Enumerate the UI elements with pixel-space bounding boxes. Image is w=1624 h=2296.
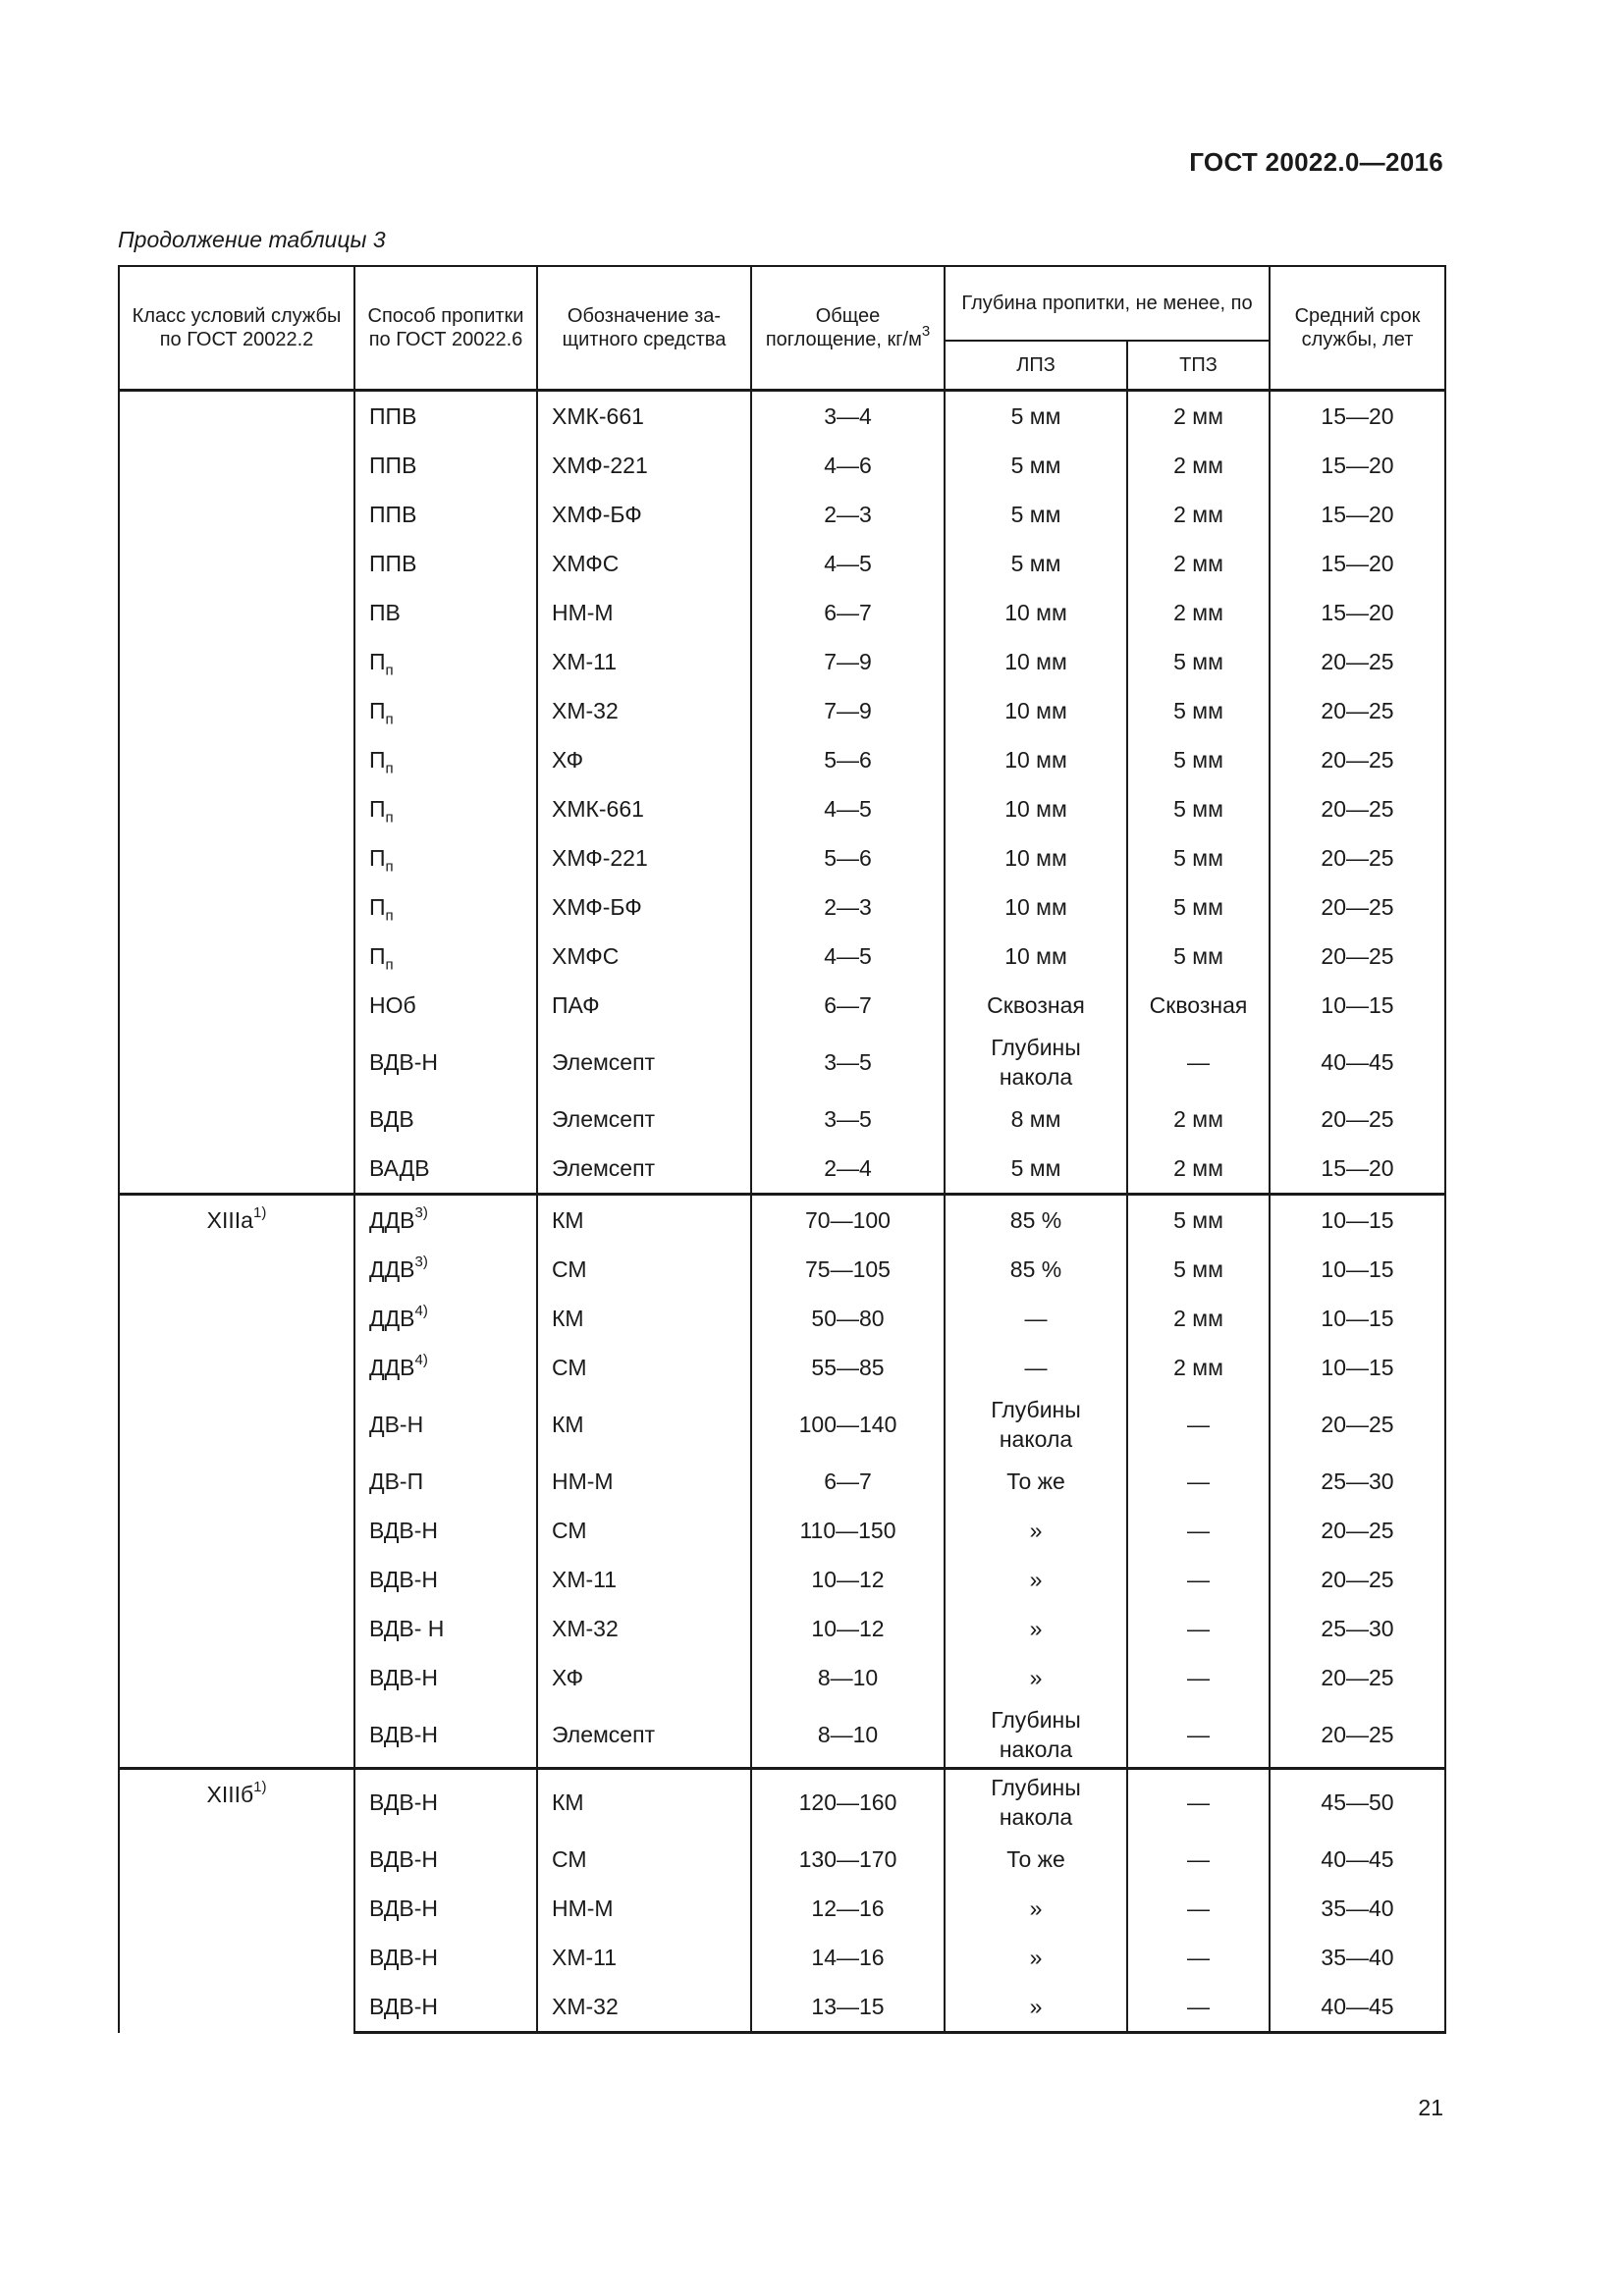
lpz-cell: То же [945,1457,1127,1506]
method-label: ВДВ-Н [369,1994,439,2019]
lpz-cell: 10 мм [945,588,1127,637]
method-cell [354,1144,537,1195]
tpz-cell: Сквозная [1127,981,1270,1030]
method-label: ВДВ-Н [369,1789,439,1815]
tpz-cell: — [1127,1933,1270,1982]
tpz-cell: 2 мм [1127,539,1270,588]
agent-cell: ХМФ-221 [537,833,751,882]
lpz-cell: Глубины накола [945,1392,1127,1457]
tpz-cell: — [1127,1835,1270,1884]
method-label: ДДВ [369,1256,415,1282]
agent-cell: ХМК-661 [537,391,751,442]
life-cell: 10—15 [1270,1195,1445,1246]
method-cell [354,833,537,882]
header-absorption [751,266,945,391]
method-label: ДВ-П [369,1468,424,1494]
absorption-cell: 6—7 [751,981,945,1030]
life-cell: 15—20 [1270,539,1445,588]
life-cell: 15—20 [1270,1144,1445,1195]
agent-cell: ХМ-32 [537,1982,751,2033]
tpz-cell: 2 мм [1127,1294,1270,1343]
method-cell [354,1769,537,1836]
agent-cell: ХМ-11 [537,1933,751,1982]
method-cell [354,1702,537,1769]
lpz-cell: » [945,1982,1127,2033]
method-cell [354,1933,537,1982]
method-label: ВДВ-Н [369,1049,439,1075]
lpz-cell: 10 мм [945,833,1127,882]
absorption-cell: 100—140 [751,1392,945,1457]
agent-cell: ХМ-32 [537,686,751,735]
header-life: Средний срок службы, лет [1270,266,1445,391]
agent-cell: КМ [537,1392,751,1457]
lpz-cell: » [945,1506,1127,1555]
method-label: П [369,796,386,822]
method-cell [354,1343,537,1392]
table-row [119,1769,1445,1836]
method-label: ВДВ-Н [369,1567,439,1592]
method-cell [354,391,537,442]
lpz-cell: Глубины накола [945,1702,1127,1769]
agent-cell: Элемсепт [537,1095,751,1144]
method-label: ВДВ-Н [369,1665,439,1690]
agent-cell: ХМФ-221 [537,441,751,490]
agent-cell: НМ-М [537,588,751,637]
tpz-cell: 5 мм [1127,784,1270,833]
absorption-cell: 70—100 [751,1195,945,1246]
method-cell [354,441,537,490]
absorption-cell: 3—5 [751,1030,945,1095]
agent-cell: СМ [537,1835,751,1884]
method-cell [354,932,537,981]
impregnation-table [118,265,1446,2034]
header-class: Класс условий службы по ГОСТ 20022.2 [119,266,354,391]
method-label: ДДВ [369,1207,415,1233]
tpz-cell: — [1127,1604,1270,1653]
agent-cell: ПАФ [537,981,751,1030]
method-label: ПВ [369,600,401,625]
agent-cell: СМ [537,1506,751,1555]
life-cell: 10—15 [1270,981,1445,1030]
class-label: XIIIб [206,1782,254,1807]
absorption-cell: 4—6 [751,441,945,490]
life-cell: 20—25 [1270,882,1445,932]
method-cell [354,1604,537,1653]
method-label: ДВ-Н [369,1412,424,1437]
absorption-cell: 10—12 [751,1604,945,1653]
absorption-cell: 110—150 [751,1506,945,1555]
absorption-cell: 10—12 [751,1555,945,1604]
method-cell [354,1457,537,1506]
agent-cell: Элемсепт [537,1030,751,1095]
lpz-cell: » [945,1933,1127,1982]
tpz-cell: 5 мм [1127,1195,1270,1246]
method-cell [354,1884,537,1933]
tpz-cell: — [1127,1030,1270,1095]
tpz-cell: 5 мм [1127,686,1270,735]
tpz-cell: 5 мм [1127,1245,1270,1294]
absorption-cell: 130—170 [751,1835,945,1884]
method-label: ППВ [369,453,417,478]
life-cell: 40—45 [1270,1835,1445,1884]
agent-cell: ХМФС [537,932,751,981]
lpz-cell: 10 мм [945,686,1127,735]
header-absorption-text: Общее поглощение, кг/м [765,305,922,350]
method-cell [354,1195,537,1246]
lpz-cell: 10 мм [945,932,1127,981]
method-cell [354,1030,537,1095]
lpz-cell: 85 % [945,1195,1127,1246]
agent-cell: Элемсепт [537,1144,751,1195]
absorption-cell: 7—9 [751,637,945,686]
lpz-cell: 10 мм [945,735,1127,784]
header-depth: Глубина пропитки, не менее, по [945,266,1270,341]
life-cell: 20—25 [1270,686,1445,735]
absorption-cell: 8—10 [751,1702,945,1769]
method-footnote: 4) [414,1352,428,1369]
tpz-cell: — [1127,1982,1270,2033]
absorption-cell: 5—6 [751,833,945,882]
header-lpz: ЛПЗ [945,341,1127,391]
method-label: ППВ [369,502,417,527]
method-cell [354,1982,537,2033]
tpz-cell: — [1127,1653,1270,1702]
lpz-cell: » [945,1604,1127,1653]
method-cell [354,686,537,735]
method-label: П [369,943,386,969]
tpz-cell: — [1127,1555,1270,1604]
life-cell: 20—25 [1270,1653,1445,1702]
lpz-cell: » [945,1653,1127,1702]
method-cell [354,1555,537,1604]
life-cell: 20—25 [1270,1506,1445,1555]
life-cell: 20—25 [1270,1702,1445,1769]
tpz-cell: 2 мм [1127,1343,1270,1392]
agent-cell: ХМ-32 [537,1604,751,1653]
life-cell: 20—25 [1270,637,1445,686]
method-cell [354,1506,537,1555]
tpz-cell: 2 мм [1127,391,1270,442]
absorption-cell: 120—160 [751,1769,945,1836]
method-label: ВДВ- Н [369,1616,445,1641]
tpz-cell: 2 мм [1127,1095,1270,1144]
class-label: XIIIа [206,1207,253,1233]
absorption-cell: 55—85 [751,1343,945,1392]
method-footnote: 4) [414,1303,428,1320]
agent-cell: СМ [537,1245,751,1294]
table-body [119,391,1445,2033]
life-cell: 15—20 [1270,391,1445,442]
method-label: ППВ [369,551,417,576]
class-footnote: 1) [253,1779,267,1796]
lpz-cell: 10 мм [945,882,1127,932]
method-label: П [369,845,386,871]
life-cell: 20—25 [1270,932,1445,981]
lpz-cell: Глубины накола [945,1030,1127,1095]
lpz-cell: 10 мм [945,784,1127,833]
life-cell: 20—25 [1270,1095,1445,1144]
lpz-cell: — [945,1294,1127,1343]
method-cell [354,637,537,686]
lpz-cell: 5 мм [945,490,1127,539]
class-cell [119,1769,354,2033]
agent-cell: НМ-М [537,1884,751,1933]
agent-cell: ХМ-11 [537,1555,751,1604]
method-cell [354,1392,537,1457]
agent-cell: КМ [537,1294,751,1343]
tpz-cell: — [1127,1506,1270,1555]
method-label: ППВ [369,403,417,429]
lpz-cell: Глубины накола [945,1769,1127,1836]
absorption-cell: 4—5 [751,539,945,588]
method-cell [354,588,537,637]
class-cell [119,1195,354,1769]
tpz-cell: 5 мм [1127,637,1270,686]
lpz-cell: 5 мм [945,391,1127,442]
life-cell: 10—15 [1270,1343,1445,1392]
method-footnote: 3) [414,1204,428,1222]
life-cell: 20—25 [1270,784,1445,833]
table-header [119,266,1445,391]
table-row [119,391,1445,442]
lpz-cell: 10 мм [945,637,1127,686]
method-cell [354,1294,537,1343]
method-label: ВДВ-Н [369,1518,439,1543]
method-subscript: п [385,760,394,777]
lpz-cell: — [945,1343,1127,1392]
tpz-cell: — [1127,1457,1270,1506]
tpz-cell: 2 мм [1127,588,1270,637]
method-label: ВДВ-Н [369,1722,439,1747]
method-cell [354,1095,537,1144]
agent-cell: ХМК-661 [537,784,751,833]
agent-cell: ХМФС [537,539,751,588]
method-cell [354,490,537,539]
method-subscript: п [385,809,394,827]
lpz-cell: То же [945,1835,1127,1884]
absorption-cell: 75—105 [751,1245,945,1294]
agent-cell: СМ [537,1343,751,1392]
agent-cell: ХФ [537,1653,751,1702]
life-cell: 15—20 [1270,490,1445,539]
method-label: П [369,894,386,920]
agent-cell: ХМФ-БФ [537,882,751,932]
absorption-cell: 6—7 [751,588,945,637]
lpz-cell: 5 мм [945,441,1127,490]
document-code: ГОСТ 20022.0—2016 [1189,147,1443,177]
method-subscript: п [385,711,394,728]
lpz-cell: » [945,1555,1127,1604]
absorption-cell: 8—10 [751,1653,945,1702]
method-label: П [369,698,386,723]
method-label: ВДВ [369,1106,414,1132]
method-subscript: п [385,662,394,679]
header-tpz: ТПЗ [1127,341,1270,391]
tpz-cell: 5 мм [1127,735,1270,784]
tpz-cell: 5 мм [1127,833,1270,882]
agent-cell: ХМ-11 [537,637,751,686]
class-cell [119,391,354,1195]
method-cell [354,735,537,784]
page-number: 21 [1418,2095,1443,2120]
absorption-cell: 6—7 [751,1457,945,1506]
method-label: ДДВ [369,1306,415,1331]
absorption-cell: 50—80 [751,1294,945,1343]
method-subscript: п [385,907,394,925]
lpz-cell: » [945,1884,1127,1933]
header-absorption-sup: 3 [921,323,931,341]
agent-cell: КМ [537,1769,751,1836]
method-cell [354,539,537,588]
method-subscript: п [385,858,394,876]
life-cell: 25—30 [1270,1604,1445,1653]
tpz-cell: — [1127,1769,1270,1836]
life-cell: 10—15 [1270,1294,1445,1343]
life-cell: 40—45 [1270,1030,1445,1095]
life-cell: 35—40 [1270,1884,1445,1933]
method-cell [354,882,537,932]
absorption-cell: 2—3 [751,490,945,539]
method-subscript: п [385,956,394,974]
life-cell: 20—25 [1270,833,1445,882]
method-cell [354,1245,537,1294]
lpz-cell: Сквозная [945,981,1127,1030]
method-label: П [369,747,386,773]
method-cell [354,981,537,1030]
class-footnote: 1) [252,1204,267,1222]
lpz-cell: 5 мм [945,1144,1127,1195]
method-label: ДДВ [369,1355,415,1380]
life-cell: 20—25 [1270,735,1445,784]
table-row [119,1195,1445,1246]
absorption-cell: 7—9 [751,686,945,735]
tpz-cell: — [1127,1392,1270,1457]
lpz-cell: 8 мм [945,1095,1127,1144]
absorption-cell: 5—6 [751,735,945,784]
tpz-cell: 2 мм [1127,441,1270,490]
life-cell: 15—20 [1270,588,1445,637]
method-label: ВАДВ [369,1155,430,1181]
life-cell: 20—25 [1270,1555,1445,1604]
absorption-cell: 4—5 [751,784,945,833]
method-label: ВДВ-Н [369,1945,439,1970]
absorption-cell: 14—16 [751,1933,945,1982]
table-caption: Продолжение таблицы 3 [118,227,386,252]
tpz-cell: 5 мм [1127,932,1270,981]
life-cell: 45—50 [1270,1769,1445,1836]
method-label: П [369,649,386,674]
absorption-cell: 2—3 [751,882,945,932]
lpz-cell: 85 % [945,1245,1127,1294]
method-footnote: 3) [414,1254,428,1271]
absorption-cell: 3—5 [751,1095,945,1144]
agent-cell: Элемсепт [537,1702,751,1769]
method-label: НОб [369,992,416,1018]
tpz-cell: 5 мм [1127,882,1270,932]
method-cell [354,1653,537,1702]
header-method: Способ пропитки по ГОСТ 20022.6 [354,266,537,391]
method-label: ВДВ-Н [369,1896,439,1921]
life-cell: 20—25 [1270,1392,1445,1457]
agent-cell: КМ [537,1195,751,1246]
life-cell: 35—40 [1270,1933,1445,1982]
agent-cell: НМ-М [537,1457,751,1506]
tpz-cell: — [1127,1702,1270,1769]
method-cell [354,1835,537,1884]
absorption-cell: 3—4 [751,391,945,442]
absorption-cell: 12—16 [751,1884,945,1933]
agent-cell: ХФ [537,735,751,784]
lpz-cell: 5 мм [945,539,1127,588]
tpz-cell: 2 мм [1127,1144,1270,1195]
life-cell: 40—45 [1270,1982,1445,2033]
tpz-cell: 2 мм [1127,490,1270,539]
absorption-cell: 13—15 [751,1982,945,2033]
header-agent: Обозначение за-щитного средства [537,266,751,391]
life-cell: 15—20 [1270,441,1445,490]
absorption-cell: 2—4 [751,1144,945,1195]
life-cell: 10—15 [1270,1245,1445,1294]
life-cell: 25—30 [1270,1457,1445,1506]
absorption-cell: 4—5 [751,932,945,981]
method-label: ВДВ-Н [369,1846,439,1872]
agent-cell: ХМФ-БФ [537,490,751,539]
method-cell [354,784,537,833]
tpz-cell: — [1127,1884,1270,1933]
